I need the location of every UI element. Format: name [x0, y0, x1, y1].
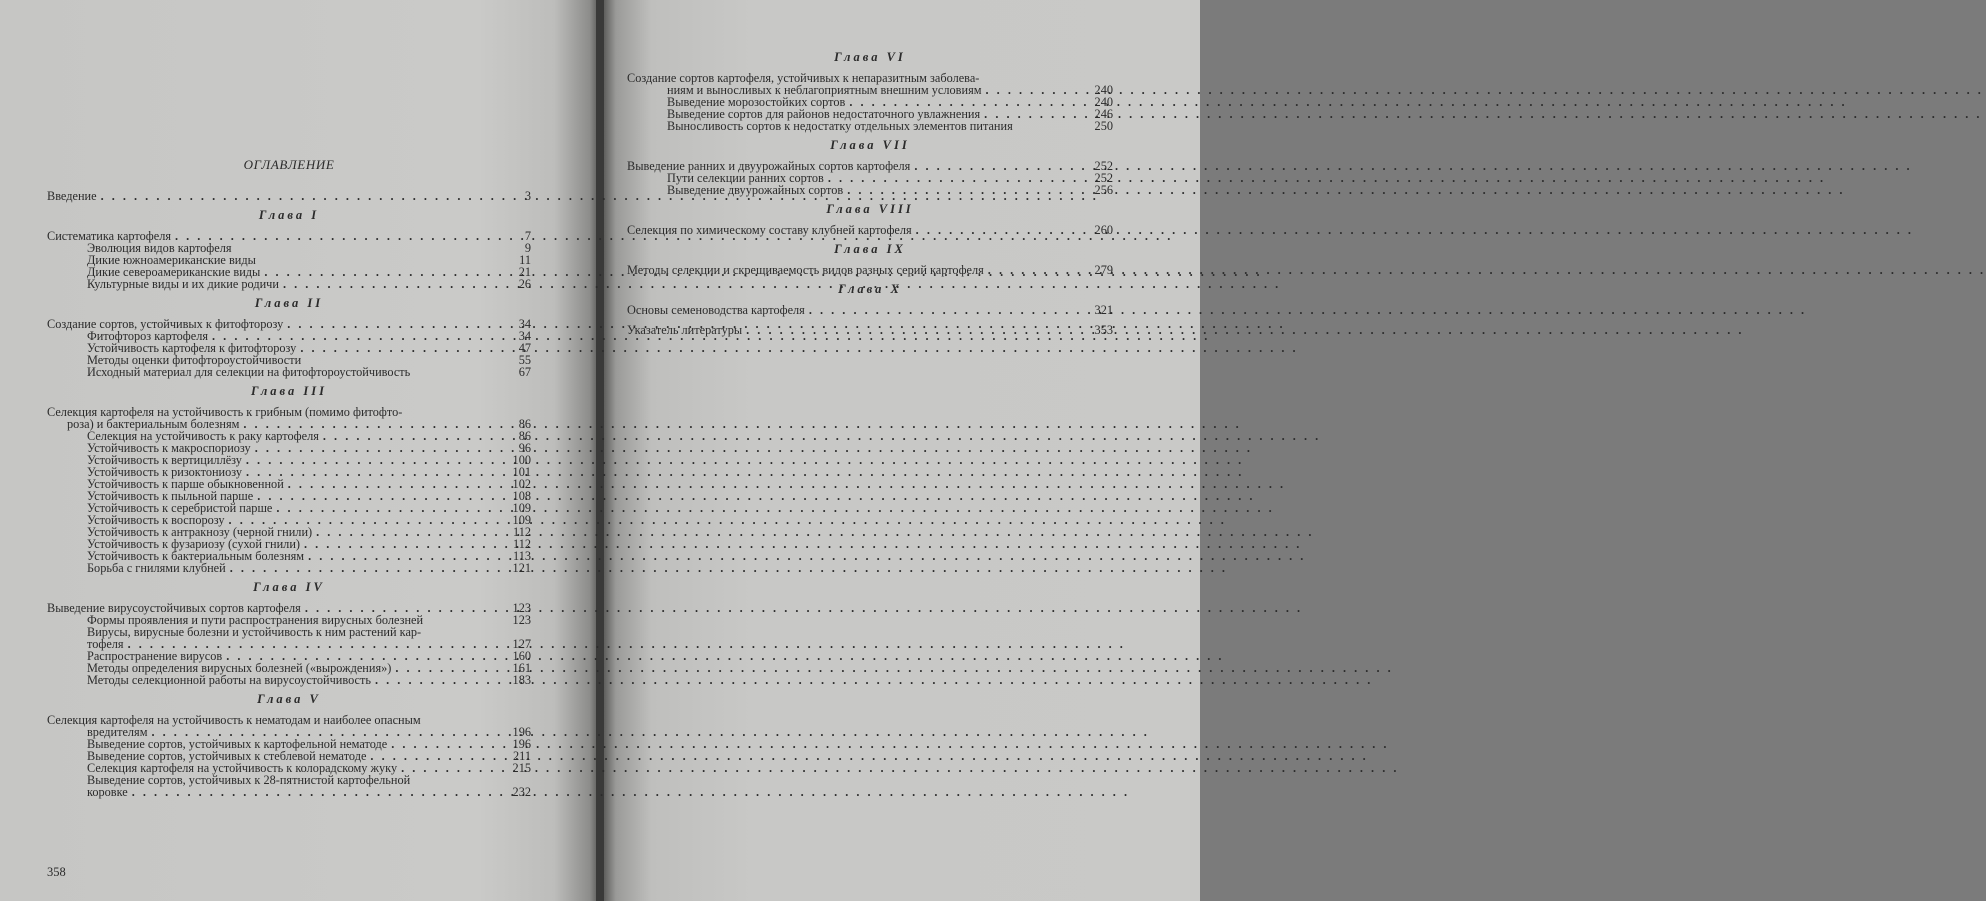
- toc-entry-main: Выведение вирусоустойчивых сортов картофеля . . . 123: [47, 602, 531, 614]
- toc-entry: Исходный материал для селекции на фитофтороустойчивость 67: [87, 365, 531, 379]
- chapter-block: [627, 264, 1113, 276]
- toc-entry: Борьба с гнилями клубней . . . 121: [47, 562, 531, 574]
- toc-entry: Распространение вирусов . . . 160: [47, 650, 531, 662]
- toc-entry: Устойчивость к парше обыкновенной . . . 102: [47, 478, 531, 490]
- toc-entry: Дикие южноамериканские виды 11: [87, 253, 531, 267]
- chapter-heading: Глава II: [254, 296, 324, 310]
- chapter-block: [47, 714, 531, 798]
- chapter-heading: Глава IX: [834, 242, 906, 256]
- toc-entry: Устойчивость картофеля к фитофторозу . . . 47: [47, 342, 531, 354]
- toc-entry-main: вредителям . . . 196: [47, 726, 531, 738]
- toc-entry: Селекция картофеля на устойчивость к колорадскому жуку . . . 215: [47, 762, 531, 774]
- left-toc-column: [47, 158, 531, 804]
- toc-entry: Выведение сортов, устойчивых к картофельной нематоде . . . 196: [47, 738, 531, 750]
- toc-entry-intro: [47, 190, 531, 202]
- toc-entry-main: Создание сортов, устойчивых к фитофторозу . . . 34: [47, 318, 531, 330]
- chapter-block: [47, 318, 531, 378]
- page-number: 358: [47, 865, 66, 879]
- toc-entry: Селекция на устойчивость к раку картофеля . . . 86: [47, 430, 531, 442]
- toc-entry: Устойчивость к бактериальным болезням . . . 113: [47, 550, 531, 562]
- toc-entry-line1: Вирусы, вирусные болезни и устойчивость к ним растений кар-: [87, 625, 422, 639]
- chapter-block: [47, 602, 531, 686]
- toc-entry-main: Систематика картофеля . . . 7: [47, 230, 531, 242]
- toc-entry-main-line1: Селекция картофеля на устойчивость к нематодам и наиболее опасным: [47, 713, 421, 727]
- toc-entry: Выведение сортов, устойчивых к стеблевой нематоде . . . 211: [47, 750, 531, 762]
- toc-entry: Устойчивость к вертициллёзу . . . 100: [47, 454, 531, 466]
- leader-dots: [97, 190, 507, 202]
- chapter-heading: Глава X: [838, 282, 902, 296]
- chapter-block: [47, 406, 531, 574]
- toc-entry-line1: Выведение сортов, устойчивых к 28-пятнистой картофельной: [87, 773, 411, 787]
- toc-entry: Культурные виды и их дикие родичи . . . 26: [47, 278, 531, 290]
- chapter-block: [627, 160, 1113, 196]
- chapter-heading: Глава I: [258, 208, 320, 222]
- toc-entry: Пути селекции ранних сортов . . . 252: [627, 172, 1113, 184]
- toc-entry: Методы селекционной работы на вирусоустойчивость . . . 183: [47, 674, 531, 686]
- right-toc-column: [627, 46, 1113, 336]
- toc-entry: Устойчивость к макроспориозу . . . 96: [47, 442, 531, 454]
- toc-entry-references: Указатель литературы . . . 353: [627, 324, 1113, 336]
- chapter-heading: Глава V: [257, 692, 321, 706]
- toc-entry: Выносливость сортов к недостатку отдельных элементов питания 250: [667, 119, 1113, 133]
- toc-entry: Фитофтороз картофеля . . . 34: [47, 330, 531, 342]
- chapter-heading: Глава VII: [830, 138, 910, 152]
- toc-entry: Выведение сортов для районов недостаточного увлажнения . . . 246: [627, 108, 1113, 120]
- toc-entry: тофеля . . . 127: [47, 638, 531, 650]
- toc-entry: Дикие североамериканские виды . . . 21: [47, 266, 531, 278]
- toc-entry-main: Выведение ранних и двуурожайных сортов картофеля . . . 252: [627, 160, 1113, 172]
- toc-entry: Выведение морозостойких сортов . . . 240: [627, 96, 1113, 108]
- entry-page: 3: [524, 189, 531, 203]
- toc-entry: Устойчивость к серебристой парше . . . 109: [47, 502, 531, 514]
- toc-entry: Устойчивость к фузариозу (сухой гнили) . . . 112: [47, 538, 531, 550]
- toc-entry: Устойчивость к ризоктониозу . . . 101: [47, 466, 531, 478]
- toc-entry-main: роза) и бактериальным болезням . . . 86: [47, 418, 531, 430]
- toc-entry-main: ниям и выносливых к неблагоприятным внешним условиям . . . 240: [627, 84, 1113, 96]
- chapter-heading: Глава VIII: [826, 202, 914, 216]
- toc-entry-main: Методы селекции и скрещиваемость видов разных серий картофеля . . . 279: [627, 264, 1113, 276]
- chapter-block: [627, 224, 1113, 236]
- toc-entry: Формы проявления и пути распространения вирусных болезней 123: [87, 613, 531, 627]
- toc-entry: коровке . . . 232: [47, 786, 531, 798]
- chapter-block: [627, 72, 1113, 132]
- chapter-heading: Глава IV: [253, 580, 325, 594]
- toc-entry-main: Селекция по химическому составу клубней картофеля . . . 260: [627, 224, 1113, 236]
- toc-entry: Выведение двуурожайных сортов . . . 256: [627, 184, 1113, 196]
- chapter-block: [627, 304, 1113, 316]
- toc-title: ОГЛАВЛЕНИЕ: [243, 157, 335, 172]
- toc-entry: Методы определения вирусных болезней («вырождения») . . . 161: [47, 662, 531, 674]
- toc-entry: Эволюция видов картофеля 9: [87, 241, 531, 255]
- chapter-heading: Глава III: [250, 384, 328, 398]
- chapter-heading: Глава VI: [834, 50, 906, 64]
- toc-entry: Устойчивость к пыльной парше . . . 108: [47, 490, 531, 502]
- toc-entry-main-line1: Создание сортов картофеля, устойчивых к непаразитным заболева-: [627, 71, 980, 85]
- toc-entry-main: Основы семеноводства картофеля . . . 321: [627, 304, 1113, 316]
- toc-entry: Устойчивость к воспорозу . . . 109: [47, 514, 531, 526]
- toc-entry: Методы оценки фитофтороустойчивости 55: [87, 353, 531, 367]
- chapter-block: [47, 230, 531, 290]
- toc-entry-main-line1: Селекция картофеля на устойчивость к грибным (помимо фитофто-: [47, 405, 403, 419]
- toc-entry: Устойчивость к антракнозу (черной гнили) . . . 112: [47, 526, 531, 538]
- entry-title: Введение: [47, 189, 97, 203]
